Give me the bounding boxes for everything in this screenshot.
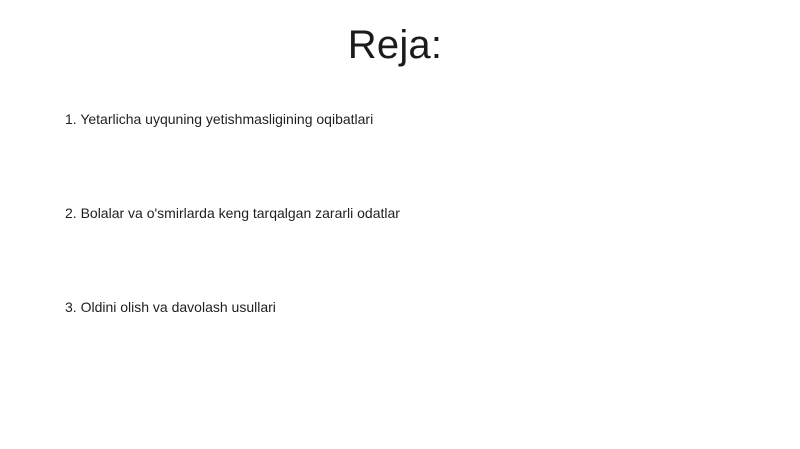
plan-item-2: 2. Bolalar va o'smirlarda keng tarqalgan zararli odatlar xyxy=(65,205,400,221)
plan-item-1: 1. Yetarlicha uyquning yetishmasligining oqibatlari xyxy=(65,111,374,127)
slide-title: Reja: xyxy=(347,23,443,67)
plan-item-3: 3. Oldini olish va davolash usullari xyxy=(65,299,276,315)
